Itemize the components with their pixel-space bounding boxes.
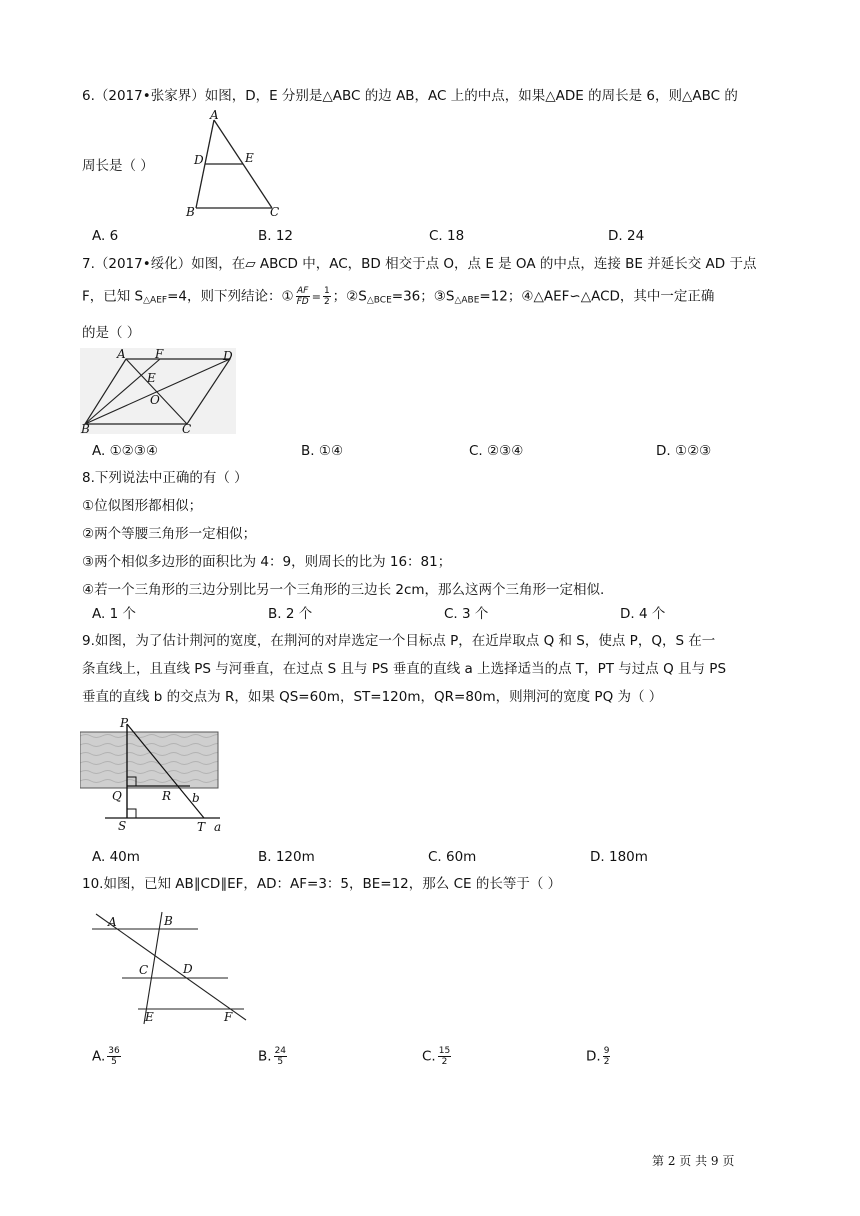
q7-label-f: F [155,348,164,361]
q6-label-c: C [270,205,280,218]
q9-option-b[interactable]: B. 120m [258,849,315,865]
q8-option-d[interactable]: D. 4 个 [620,606,666,622]
q8-statement-2: ②两个等腰三角形一定相似； [82,526,257,542]
q7-text-line3: 的是（ ） [82,325,141,341]
q9-label-a: a [214,820,222,834]
q10-parallel-lines-figure [86,910,250,1026]
q6-label-e: E [245,151,254,165]
page-footer: 第 2 页 共 9 页 [652,1154,735,1168]
q7-label-c: C [182,422,192,434]
q7-option-b[interactable]: B. ①④ [301,443,344,459]
q10-option-d[interactable]: D. $\frac{9}{2}$ [586,1046,610,1067]
q7-label-d: D [223,349,233,363]
q8-title: 8.下列说法中正确的有（ ） [82,470,248,486]
q8-option-c[interactable]: C. 3 个 [444,606,489,622]
q10-option-c[interactable]: C. $\frac{15}{2}$ [422,1046,451,1067]
q7-text-line2: F，已知 $S_{\triangle AEF}=4$，则下列结论：① $\frac{AF}{FD}$ = $\frac{1}{2}$ ；$②S_{\triangle BCE}=36$；$③S_{\triangle ABE}=12$；④△AEF∽△ACD，其中一定正确 [82,286,715,307]
q9-label-t: T [197,820,206,834]
q10-title: 10.如图，已知 AB∥CD∥EF，AD：AF=3：5，BE=12，那么 CE 的长等于（ ） [82,876,562,892]
q6-label-a: A [210,110,219,122]
q9-label-r: R [162,789,172,803]
q9-river-figure [80,714,240,838]
q9-label-p: P [120,716,129,730]
q6-option-b[interactable]: B. 12 [258,228,294,244]
q9-label-q: Q [112,789,122,803]
q10-label-a: A [108,915,117,929]
q7-text-line1: 7.（2017•绥化）如图，在▱ ABCD 中，AC，BD 相交于点 O，点 E 是 OA 的中点，连接 BE 并延长交 AD 于点 [82,256,757,272]
q8-option-b[interactable]: B. 2 个 [268,606,313,622]
q6-label-d: D [194,153,204,167]
q9-option-d[interactable]: D. 180m [590,849,648,865]
q7-label-o: O [150,393,160,407]
q9-label-b: b [192,791,200,805]
q8-option-a[interactable]: A. 1 个 [92,606,136,622]
q7-fraction-half: $\frac{1}{2}$ [323,286,330,307]
q6-label-b: B [186,205,195,218]
q9-option-a[interactable]: A. 40m [92,849,140,865]
q6-text-line2: 周长是（ ） [82,158,154,174]
q7-label-a: A [117,348,126,361]
q7-label-b: B [81,422,90,434]
q6-option-c[interactable]: C. 18 [429,228,465,244]
q9-text-line2: 条直线上，且直线 PS 与河垂直，在过点 S 且与 PS 垂直的直线 a 上选择适当的点 T，PT 与过点 Q 且与 PS [82,661,727,677]
q9-label-s: S [118,819,127,833]
q8-statement-1: ①位似图形都相似； [82,498,203,514]
q6-option-d[interactable]: D. 24 [608,228,645,244]
q9-text-line1: 9.如图，为了估计荆河的宽度，在荆河的对岸选定一个目标点 P，在近岸取点 Q 和 S，使点 P，Q，S 在一 [82,633,716,649]
q10-label-e: E [145,1010,154,1024]
q7-fraction-af-fd: $\frac{AF}{FD}$ [296,286,309,307]
q10-label-d: D [183,962,193,976]
q7-option-c[interactable]: C. ②③④ [469,443,524,459]
q6-option-a[interactable]: A. 6 [92,228,119,244]
q7-parallelogram-figure [80,348,236,434]
q10-label-b: B [164,914,173,928]
q10-label-f: F [224,1010,233,1024]
q8-statement-4: ④若一个三角形的三边分别比另一个三角形的三边长 2cm，那么这两个三角形一定相似. [82,582,605,598]
q7-option-a[interactable]: A. ①②③④ [92,443,158,459]
q9-option-c[interactable]: C. 60m [428,849,477,865]
q9-text-line3: 垂直的直线 b 的交点为 R，如果 QS=60m，ST=120m，QR=80m，则荆河的宽度 PQ 为（ ） [82,689,663,705]
q6-triangle-figure [180,110,290,218]
q7-label-e: E [147,371,156,385]
q7-option-d[interactable]: D. ①②③ [656,443,712,459]
q6-text-line1: 6.（2017•张家界）如图，D，E 分别是△ABC 的边 AB，AC 上的中点，如果△ADE 的周长是 6，则△ABC 的 [82,88,738,104]
q10-label-c: C [139,963,149,977]
q8-statement-3: ③两个相似多边形的面积比为 4：9，则周长的比为 16：81； [82,554,452,570]
q10-option-b[interactable]: B. $\frac{24}{5}$ [258,1046,287,1067]
q10-option-a[interactable]: A. $\frac{36}{5}$ [92,1046,120,1067]
